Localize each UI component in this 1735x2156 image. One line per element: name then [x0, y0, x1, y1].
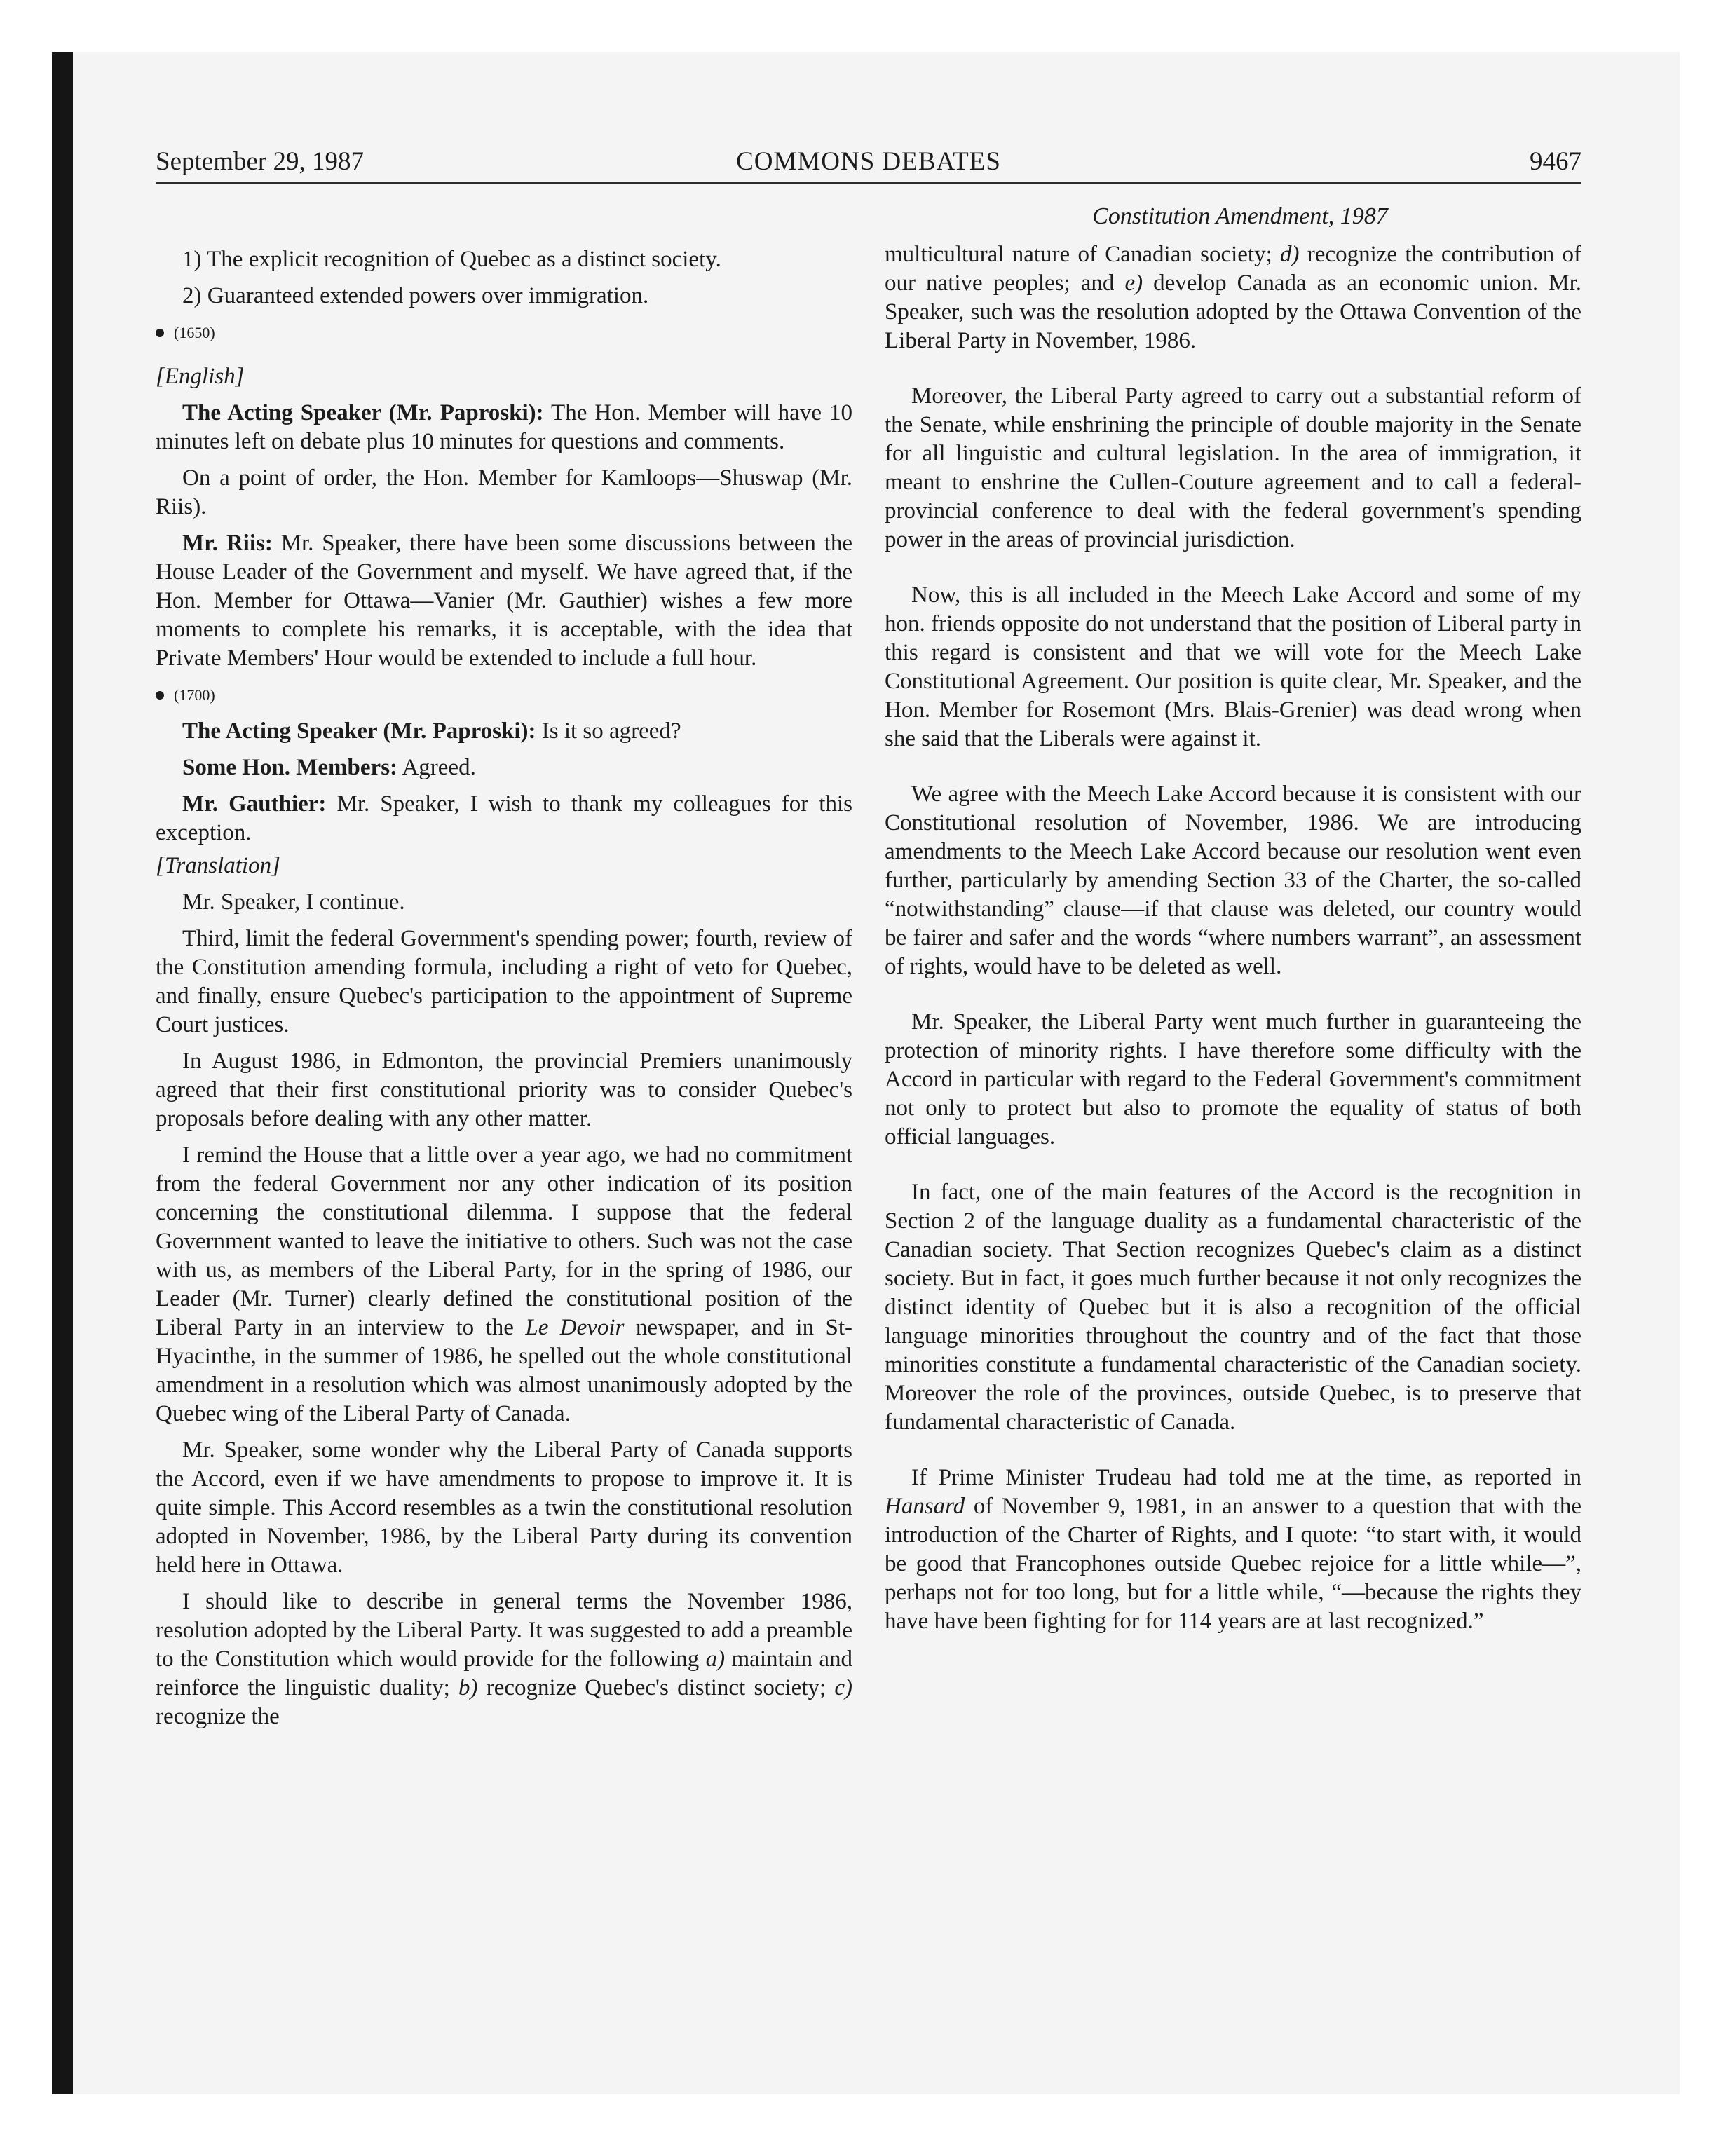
timestamp-marker [156, 318, 852, 347]
speech-paragraph [885, 1464, 1581, 1636]
speech-paragraph [156, 790, 852, 847]
section-title: Constitution Amendment, 1987 [1092, 203, 1388, 229]
speech-paragraph [156, 529, 852, 673]
speech-paragraph: On a point of order, the Hon. Member for Kamloops—Shuswap (Mr. Riis). [156, 465, 852, 519]
timestamp-text: (1650) [174, 324, 215, 341]
speech-text: newspaper, and in St-Hyacinthe, in the summer of 1986, he spelled out the whole constitutional amendment in a resolution which was almost unanimously adopted by the Quebec wing of the Liberal Party of Canada. [156, 1315, 853, 1426]
list-letter: b) [458, 1675, 478, 1700]
list-letter: d) [1280, 242, 1300, 267]
speaker-name: The Acting Speaker (Mr. Paproski): [182, 718, 536, 744]
speech-paragraph [156, 1588, 852, 1731]
speech-paragraph: Mr. Speaker, I continue. [182, 889, 405, 915]
right-column [885, 202, 1581, 1636]
publication-name: Hansard [885, 1494, 965, 1519]
speech-paragraph [156, 717, 852, 746]
list-letter: a) [705, 1646, 726, 1672]
speech-text: maintain and reinforce the linguistic duality; [156, 1646, 852, 1700]
list-letter: c) [834, 1675, 852, 1700]
publication-name: Le Devoir [525, 1315, 625, 1340]
speech-text: recognize the [156, 1704, 280, 1729]
speech-paragraph [156, 753, 852, 782]
speech-paragraph: Moreover, the Liberal Party agreed to carry out a substantial reform of the Senate, while enshrining the principle of double majority in the Senate for all linguistic and cultural legislation. In the area of immigration, it meant to enshrine the Cullen-Couture agreement and to call a federal-provincial conference to deal with the federal government's spending power in the areas of provincial jurisdiction. [885, 383, 1581, 552]
speech-text: I should like to describe in general terms the November 1986, resolution adopted by the Liberal Party. It was suggested to add a preamble to the Constitution which would provide for the following [156, 1589, 852, 1672]
speech-text: I remind the House that a little over a year ago, we had no commitment from the federal Government nor any other indication of its position concerning the constitutional dilemma. I suppose that the federal Government wanted to leave the initiative to others. Such was not the case with us, as members of the Liberal Party, for in the spring of 1986, our Leader (Mr. Turner) clearly defined the constitutional position of the Liberal Party in an interview to the [156, 1142, 852, 1340]
page-header [156, 146, 1581, 184]
bullet-icon [156, 329, 164, 337]
speaker-name: Some Hon. Members: [182, 755, 398, 780]
header-date: September 29, 1987 [156, 147, 364, 176]
speech-text: recognize the contribution of our native peoples; and [885, 242, 1581, 296]
speech-text: recognize Quebec's distinct society; [477, 1675, 835, 1700]
speech-paragraph: Third, limit the federal Government's spending power; fourth, review of the Constitution amending formula, including a right of veto for Quebec, and finally, ensure Quebec's participation to the appointment of Supreme Court justices. [156, 926, 852, 1037]
speech-paragraph: Mr. Speaker, some wonder why the Liberal Party of Canada supports the Accord, even if we have amendments to propose to improve it. It is quite simple. This Accord resembles as a twin the constitutional resolution adopted in November, 1986, by the Liberal Party during its convention held here in Ottawa. [156, 1438, 852, 1578]
speech-text: The Hon. Member will have 10 minutes left on debate plus 10 minutes for questions and comments. [156, 400, 852, 454]
language-marker: [Translation] [156, 853, 280, 878]
bullet-icon [156, 691, 164, 700]
language-marker: [English] [156, 364, 245, 389]
speech-text: develop Canada as an economic union. Mr. Speaker, such was the resolution adopted by the Ottawa Convention of the Liberal Party in November, 1986. [885, 271, 1581, 353]
header-page-number: 9467 [1530, 147, 1581, 176]
speech-paragraph: Now, this is all included in the Meech Lake Accord and some of my hon. friends opposite do not understand that the position of Liberal party in this regard is consistent and that we will vote for the Meech Lake Constitutional Agreement. Our position is quite clear, Mr. Speaker, and the Hon. Member for Rosemont (Mrs. Blais-Grenier) was dead wrong when she said that the Liberals were against it. [885, 582, 1581, 751]
header-publication: COMMONS DEBATES [736, 147, 1001, 176]
scan-edge-bar [52, 52, 73, 2094]
speech-text: Agreed. [397, 755, 476, 780]
speech-text: Is it so agreed? [536, 718, 681, 744]
speech-paragraph [885, 240, 1581, 355]
speech-paragraph: In fact, one of the main features of the Accord is the recognition in Section 2 of the language duality as a fundamental characteristic of the Canadian society. That Section recognizes Quebec's claim as a distinct society. But in fact, it goes much further because it not only recognizes the distinct identity of Quebec but it is also a recognition of the official language minorities throughout the country and of the fact that those minorities constitute a fundamental characteristic of the Canadian society. Moreover the role of the provinces, outside Quebec, is to preserve that fundamental characteristic of Canada. [885, 1180, 1581, 1435]
left-column [156, 245, 852, 1731]
speech-paragraph: Mr. Speaker, the Liberal Party went much further in guaranteeing the protection of minority rights. I have therefore some difficulty with the Accord in particular with regard to the Federal Government's commitment not only to protect but also to promote the equality of status of both official languages. [885, 1009, 1581, 1149]
list-item-2: 2) Guaranteed extended powers over immigration. [182, 283, 649, 308]
speech-text: multicultural nature of Canadian society; [885, 242, 1281, 267]
timestamp-text: (1700) [174, 686, 215, 704]
speaker-name: Mr. Riis: [182, 531, 273, 556]
speech-text: Mr. Speaker, there have been some discussions between the House Leader of the Government and myself. We have agreed that, if the Hon. Member for Ottawa—Vanier (Mr. Gauthier) wishes a few more moments to complete his remarks, it is acceptable, with the idea that Private Members' Hour would be extended to include a full hour. [156, 531, 853, 671]
speech-paragraph: In August 1986, in Edmonton, the provincial Premiers unanimously agreed that their first constitutional priority was to consider Quebec's proposals before dealing with any other matter. [156, 1049, 852, 1131]
speech-text: of November 9, 1981, in an answer to a question that with the introduction of the Charter of Rights, and I quote: “to start with, it would be good that Francophones outside Quebec rejoice for a little while—”, perhaps not for too long, but for a little while, “—because the rights they have have been fighting for for 114 years are at last recognized.” [885, 1494, 1581, 1634]
speaker-name: The Acting Speaker (Mr. Paproski): [182, 400, 544, 425]
speech-paragraph [156, 1141, 852, 1428]
timestamp-marker [156, 681, 852, 709]
list-letter: e) [1124, 271, 1143, 296]
speech-paragraph [156, 399, 852, 456]
speech-text: Mr. Speaker, I wish to thank my colleagues for this exception. [156, 791, 852, 845]
speech-paragraph: We agree with the Meech Lake Accord because it is consistent with our Constitutional resolution of November, 1986. We are introducing amendments to the Meech Lake Accord because our resolution went even further, particularly by amending Section 33 of the Charter, the so-called “notwithstanding” clause—if that clause was deleted, our country would be fairer and safer and the words “where numbers warrant”, an assessment of rights, would have to be deleted as well. [885, 782, 1581, 979]
speaker-name: Mr. Gauthier: [182, 791, 327, 817]
list-item-1: 1) The explicit recognition of Quebec as a distinct society. [182, 247, 721, 272]
speech-text: If Prime Minister Trudeau had told me at the time, as reported in [911, 1465, 1581, 1490]
